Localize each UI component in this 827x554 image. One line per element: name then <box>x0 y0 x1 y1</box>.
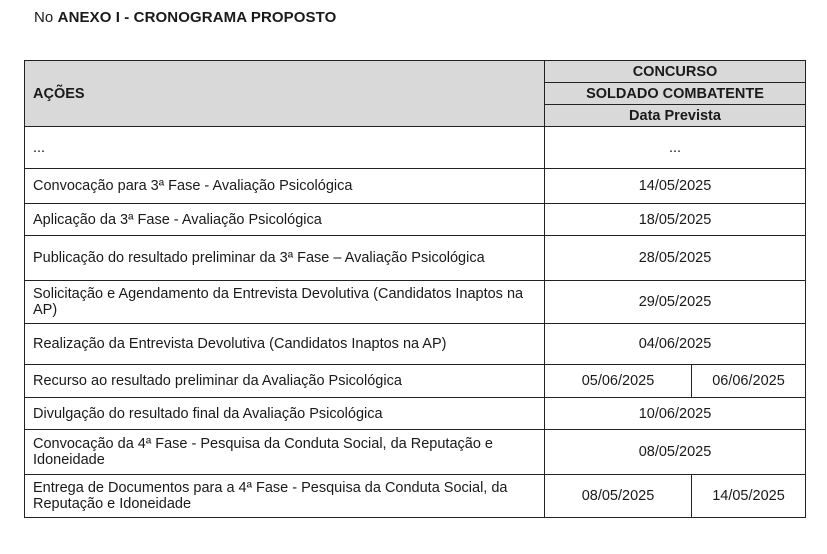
row-data: ... <box>545 127 806 169</box>
title-bold: ANEXO I - CRONOGRAMA PROPOSTO <box>57 9 337 26</box>
header-cargo: SOLDADO COMBATENTE <box>545 83 806 105</box>
table-row <box>25 281 806 324</box>
document-title <box>34 9 336 26</box>
table-row <box>25 365 806 398</box>
row-acao: Divulgação do resultado final da Avaliação Psicológica <box>25 398 545 430</box>
row-acao: Publicação do resultado preliminar da 3ª Fase – Avaliação Psicológica <box>25 236 545 281</box>
row-data: 29/05/2025 <box>545 281 806 324</box>
table-row <box>25 398 806 430</box>
table-row <box>25 430 806 475</box>
row-acao: Entrega de Documentos para a 4ª Fase - Pesquisa da Conduta Social, da Reputação e Idoneidade <box>25 475 545 518</box>
row-data: 10/06/2025 <box>545 398 806 430</box>
table-row <box>25 127 806 169</box>
row-acao: Convocação da 4ª Fase - Pesquisa da Conduta Social, da Reputação e Idoneidade <box>25 430 545 475</box>
table-row <box>25 204 806 236</box>
row-acao: Aplicação da 3ª Fase - Avaliação Psicológica <box>25 204 545 236</box>
row-acao: Solicitação e Agendamento da Entrevista Devolutiva (Candidatos Inaptos na AP) <box>25 281 545 324</box>
header-acoes: AÇÕES <box>25 61 545 127</box>
row-acao: Recurso ao resultado preliminar da Avaliação Psicológica <box>25 365 545 398</box>
row-acao: Realização da Entrevista Devolutiva (Candidatos Inaptos na AP) <box>25 324 545 365</box>
header-data-prevista: Data Prevista <box>545 105 806 127</box>
table-row <box>25 324 806 365</box>
row-data-inicio: 05/06/2025 <box>545 365 692 398</box>
row-data: 08/05/2025 <box>545 430 806 475</box>
row-acao: ... <box>25 127 545 169</box>
row-data: 14/05/2025 <box>545 169 806 204</box>
table-row <box>25 475 806 518</box>
row-data: 04/06/2025 <box>545 324 806 365</box>
schedule-table <box>24 60 806 518</box>
row-data: 18/05/2025 <box>545 204 806 236</box>
row-data: 28/05/2025 <box>545 236 806 281</box>
header-concurso: CONCURSO <box>545 61 806 83</box>
row-data-fim: 06/06/2025 <box>692 365 806 398</box>
row-data-fim: 14/05/2025 <box>692 475 806 518</box>
title-prefix: No <box>34 9 54 26</box>
table-row <box>25 169 806 204</box>
row-acao: Convocação para 3ª Fase - Avaliação Psicológica <box>25 169 545 204</box>
table-row <box>25 236 806 281</box>
row-data-inicio: 08/05/2025 <box>545 475 692 518</box>
